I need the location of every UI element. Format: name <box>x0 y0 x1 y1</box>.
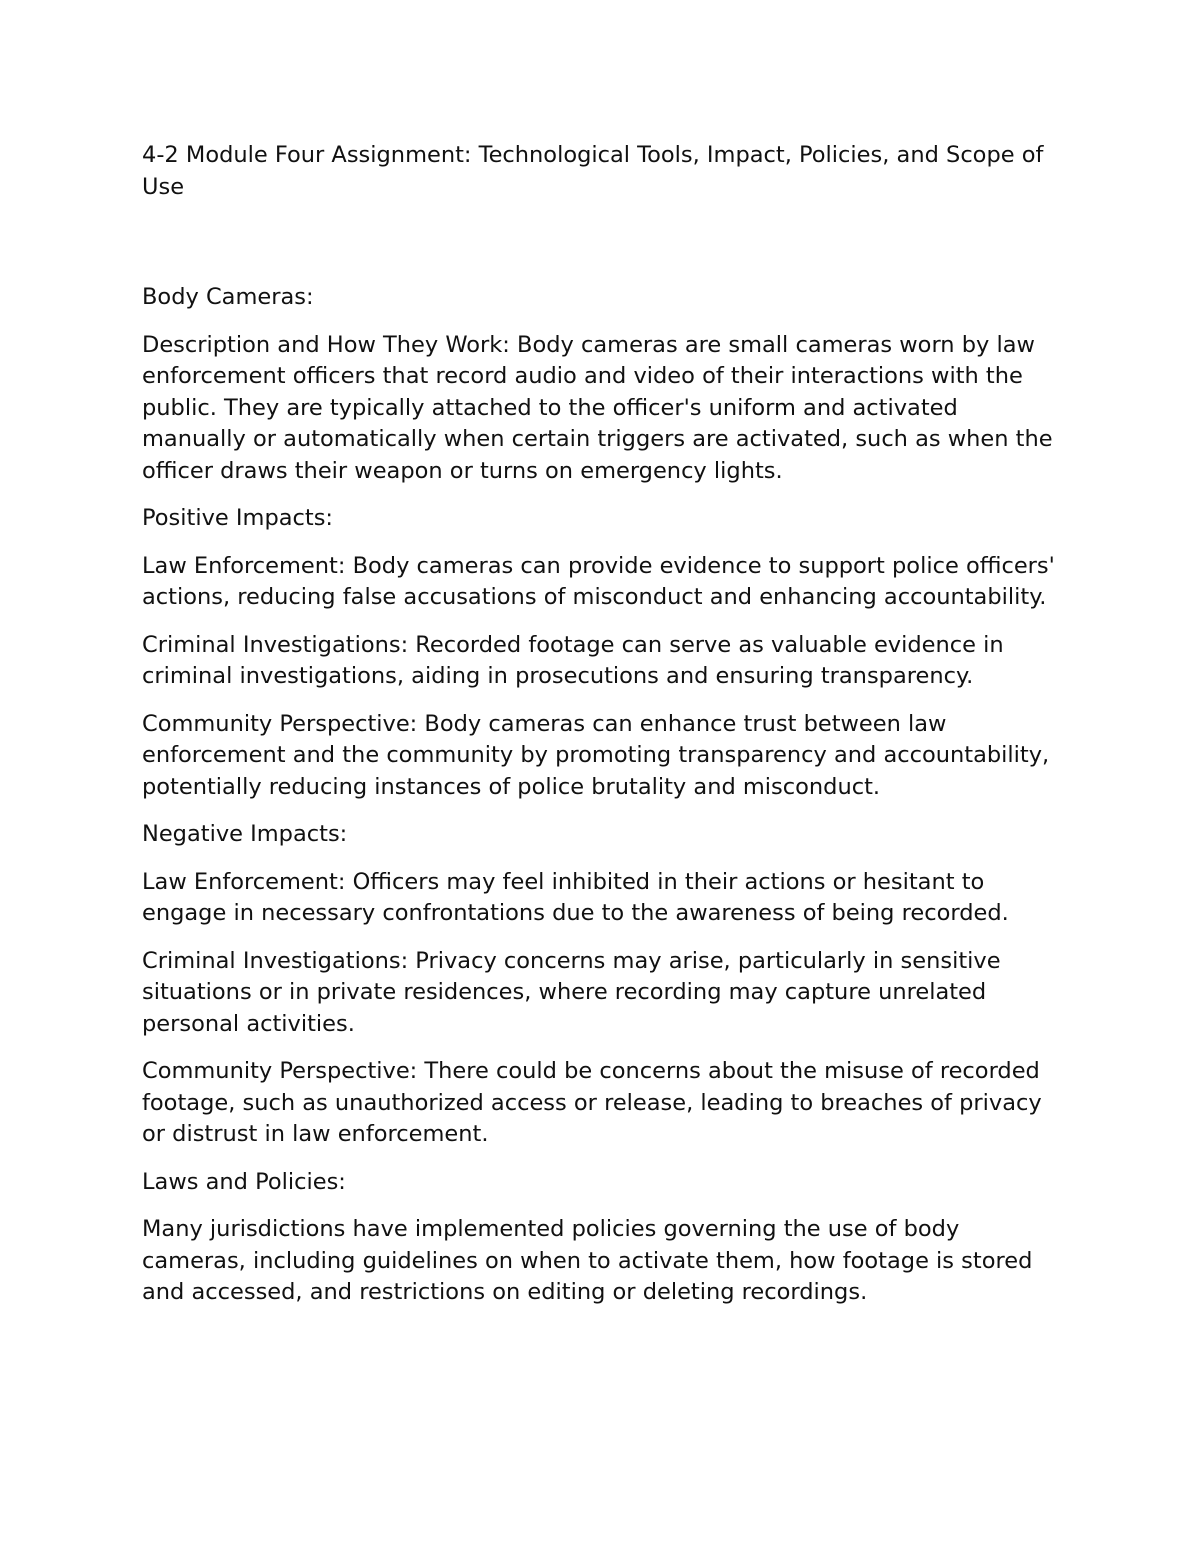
paragraph-description: Description and How They Work: Body cameras are small cameras worn by law enforcement officers that record audio and video of their interactions with the public. They are typically attached to the officer's uniform and activated manually or automatically when certain triggers are activated, such as when the officer draws their weapon or turns on emergency lights. <box>142 331 1053 484</box>
heading-body-cameras: Body Cameras: <box>142 284 314 310</box>
paragraph-positive-criminal-investigations: Criminal Investigations: Recorded footage can serve as valuable evidence in criminal investigations, aiding in prosecutions and ensuring transparency. <box>142 631 1004 689</box>
heading-negative-impacts: Negative Impacts: <box>142 821 348 847</box>
paragraph-negative-community: Community Perspective: There could be concerns about the misuse of recorded footage, such as unauthorized access or release, leading to breaches of privacy or distrust in law enforcement. <box>142 1058 1042 1147</box>
paragraph-positive-community: Community Perspective: Body cameras can enhance trust between law enforcement and the community by promoting transparency and accountability, potentially reducing instances of police brutality and misconduct. <box>142 710 1050 800</box>
heading-positive-impacts: Positive Impacts: <box>142 505 334 531</box>
paragraph-negative-law-enforcement: Law Enforcement: Officers may feel inhibited in their actions or hesitant to engage in necessary confrontations due to the awareness of being recorded. <box>142 868 1009 926</box>
paragraph-laws-and-policies: Many jurisdictions have implemented policies governing the use of body cameras, including guidelines on when to activate them, how footage is stored and accessed, and restrictions on editing or deleting recordings. <box>142 1216 1033 1305</box>
document-title: 4-2 Module Four Assignment: Technological Tools, Impact, Policies, and Scope of Use <box>142 142 1044 200</box>
paragraph-positive-law-enforcement: Law Enforcement: Body cameras can provide evidence to support police officers' actions, reducing false accusations of misconduct and enhancing accountability. <box>142 552 1055 610</box>
heading-laws-and-policies: Laws and Policies: <box>142 1168 346 1195</box>
paragraph-negative-criminal-investigations: Criminal Investigations: Privacy concerns may arise, particularly in sensitive situations or in private residences, where recording may capture unrelated personal activities. <box>142 947 1001 1037</box>
document-body <box>142 140 1062 1325</box>
